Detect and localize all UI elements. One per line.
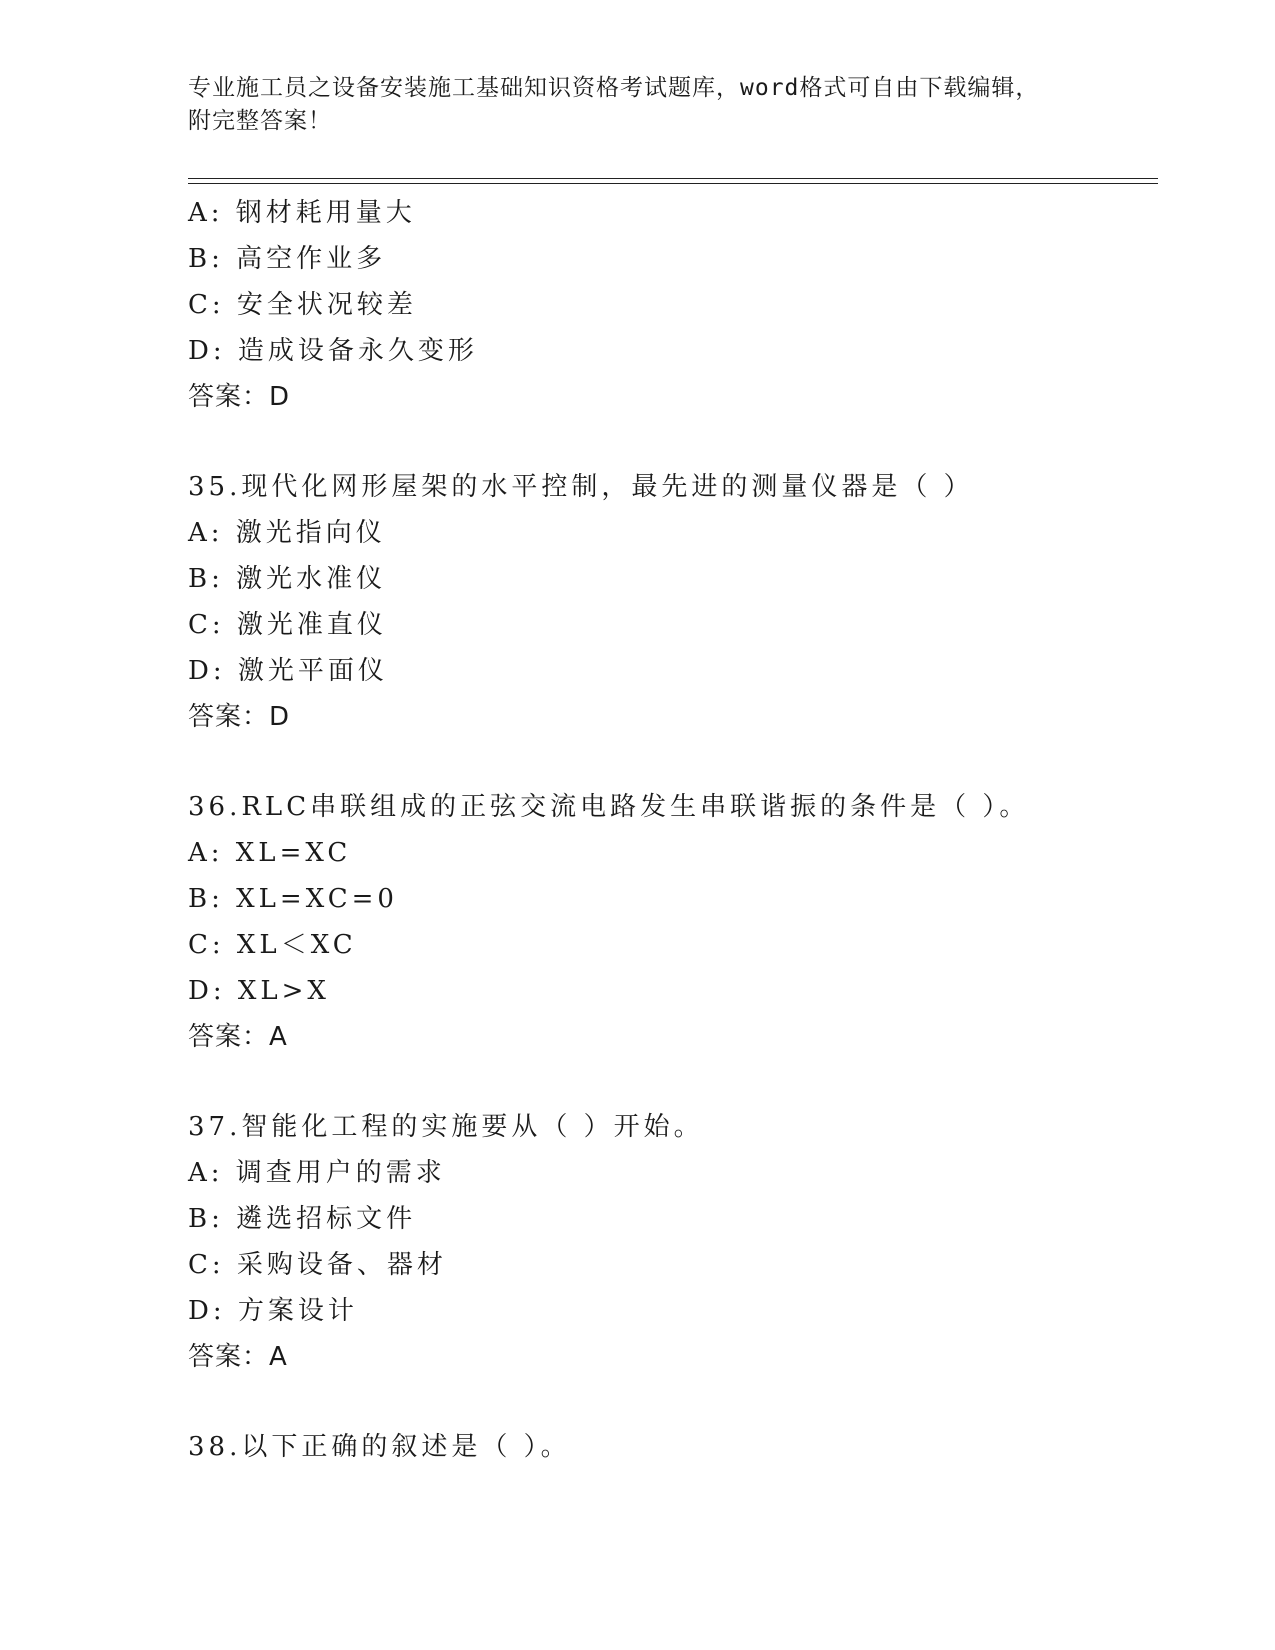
option-b: B: 遴选招标文件 (188, 1204, 417, 1234)
question-stem: 35.现代化网形屋架的水平控制，最先进的测量仪器是（ ） (188, 472, 974, 502)
question-35 (188, 464, 1148, 740)
header-line-2: 附完整答案！ (188, 108, 332, 134)
option-c: C: 激光准直仪 (188, 610, 387, 640)
question-stem: 37.智能化工程的实施要从（ ）开始。 (188, 1112, 704, 1142)
question-stem: 38.以下正确的叙述是（ ）。 (188, 1432, 571, 1462)
answer-line: 答案：D (188, 702, 291, 732)
question-38 (188, 1424, 1148, 1470)
answer-line: 答案：D (188, 382, 291, 412)
option-b: B: XL=XC=0 (188, 884, 398, 914)
option-d: D: 方案设计 (188, 1296, 358, 1326)
option-b: B: 激光水准仪 (188, 564, 387, 594)
question-36 (188, 784, 1148, 1060)
header-divider-bottom (188, 183, 1158, 184)
document-header (188, 72, 1088, 138)
header-line-1: 专业施工员之设备安装施工基础知识资格考试题库，word格式可自由下载编辑， (188, 75, 1040, 101)
question-list (188, 190, 1148, 1470)
option-c: C: 安全状况较差 (188, 290, 417, 320)
option-c: C: 采购设备、器材 (188, 1250, 447, 1280)
option-a: A: 激光指向仪 (188, 518, 386, 548)
question-34-continued (188, 190, 1148, 420)
option-a: A: XL=XC (188, 838, 352, 868)
question-stem: 36.RLC串联组成的正弦交流电路发生串联谐振的条件是（ ）。 (188, 792, 1030, 822)
option-c: C: XL＜XC (188, 930, 357, 960)
option-b: B: 高空作业多 (188, 244, 387, 274)
answer-line: 答案：A (188, 1342, 288, 1372)
option-d: D: 激光平面仪 (188, 656, 388, 686)
option-d: D: XL>X (188, 976, 330, 1006)
option-a: A: 钢材耗用量大 (188, 198, 416, 228)
question-37 (188, 1104, 1148, 1380)
option-d: D: 造成设备永久变形 (188, 336, 478, 366)
option-a: A: 调查用户的需求 (188, 1158, 446, 1188)
answer-line: 答案：A (188, 1022, 288, 1052)
header-divider-top (188, 178, 1158, 179)
